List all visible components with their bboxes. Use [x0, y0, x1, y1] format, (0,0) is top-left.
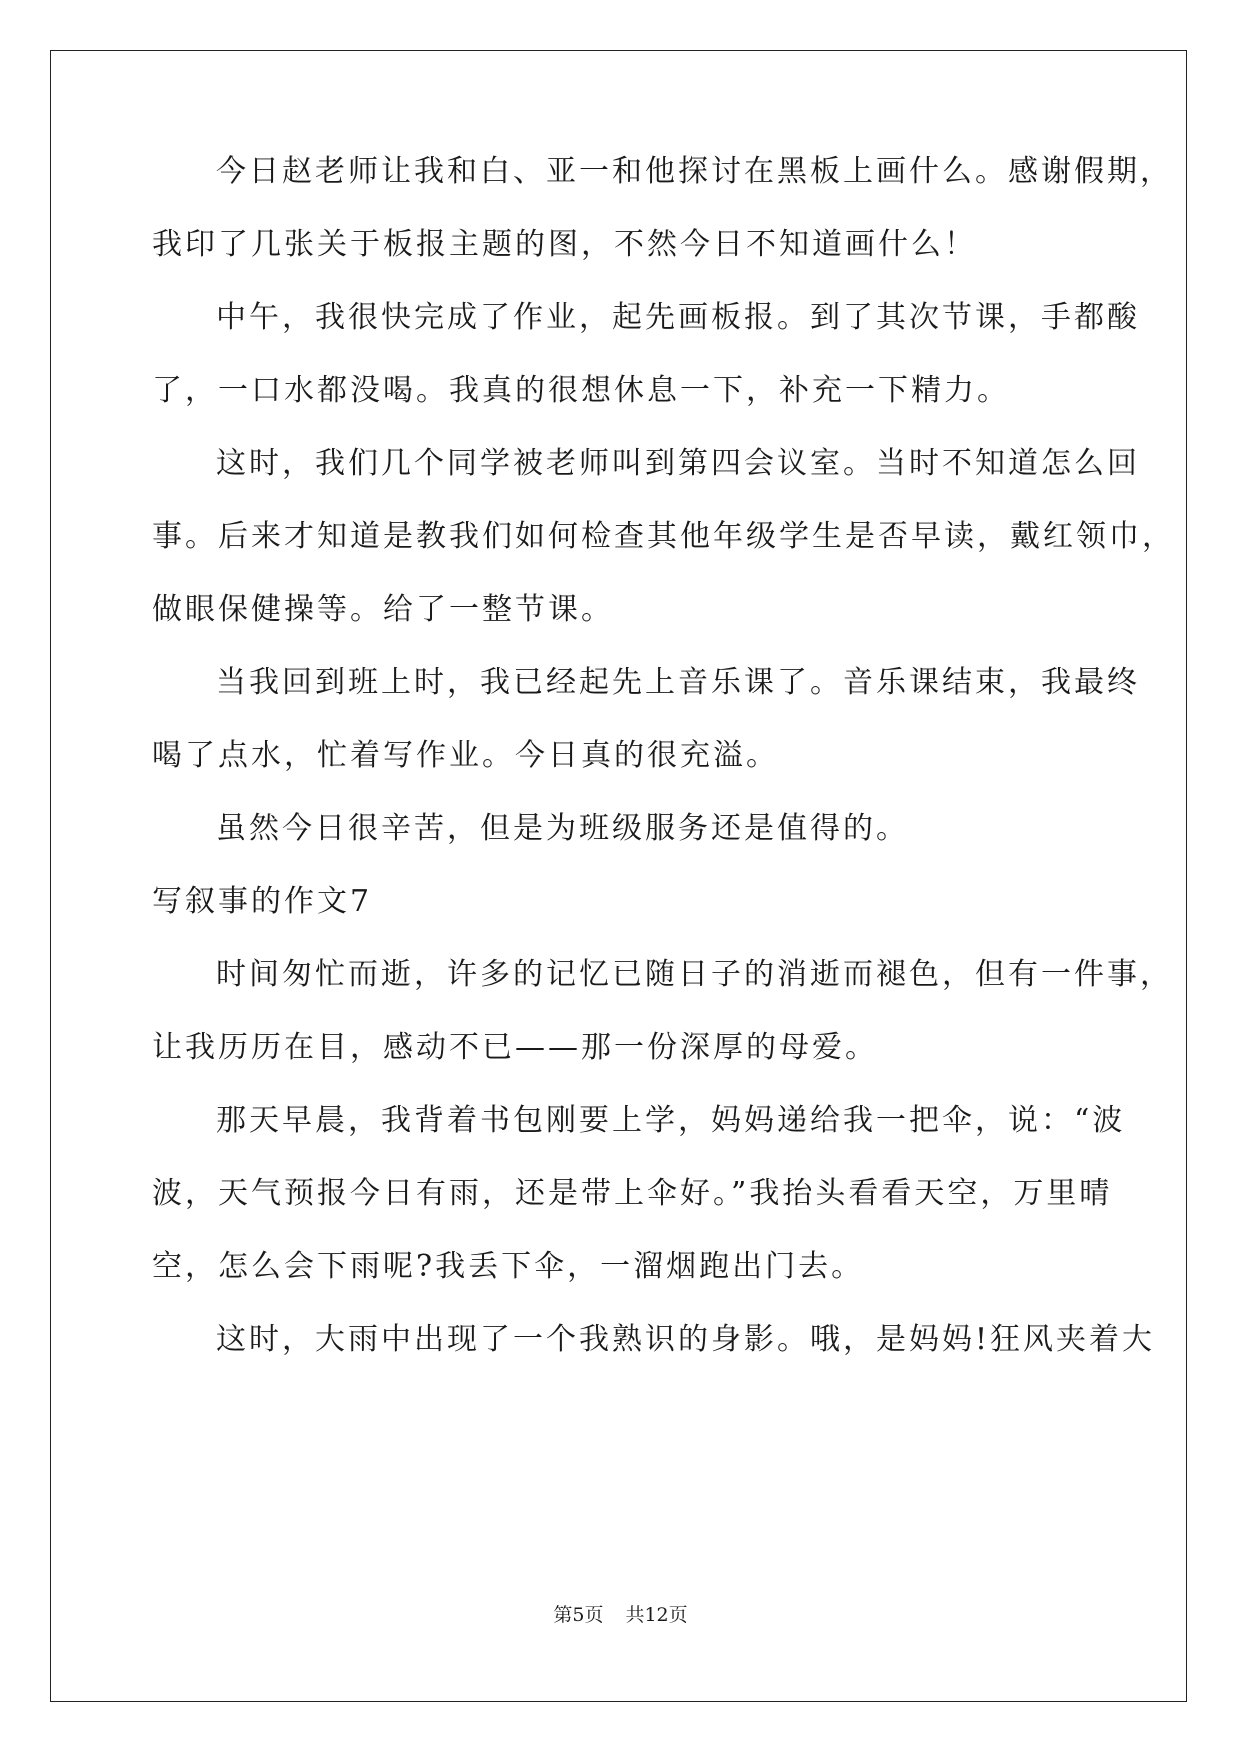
paragraph-line: 空，怎么会下雨呢?我丢下伞，一溜烟跑出门去。 — [152, 1249, 865, 1284]
paragraph-line: 那天早晨，我背着书包刚要上学，妈妈递给我一把伞，说：“波 — [216, 1103, 1126, 1138]
paragraph-line: 时间匆忙而逝，许多的记忆已随日子的消逝而褪色，但有一件事， — [216, 957, 1173, 992]
paragraph-line: 这时，我们几个同学被老师叫到第四会议室。当时不知道怎么回 — [216, 446, 1140, 481]
paragraph-line: 事。后来才知道是教我们如何检查其他年级学生是否早读，戴红领巾， — [152, 519, 1175, 554]
total-pages: 共12页 — [625, 1604, 688, 1626]
paragraph-line: 中午，我很快完成了作业，起先画板报。到了其次节课，手都酸 — [216, 300, 1140, 335]
paragraph-line: 了，一口水都没喝。我真的很想休息一下，补充一下精力。 — [152, 373, 1010, 408]
paragraph-line: 这时，大雨中出现了一个我熟识的身影。哦，是妈妈!狂风夹着大 — [216, 1322, 1156, 1357]
paragraph-line: 虽然今日很辛苦，但是为班级服务还是值得的。 — [216, 811, 909, 846]
paragraph-line: 波，天气预报今日有雨，还是带上伞好。”我抬头看看天空，万里晴 — [152, 1176, 1113, 1211]
paragraph-line: 我印了几张关于板报主题的图，不然今日不知道画什么！ — [152, 227, 977, 262]
paragraph-line: 做眼保健操等。给了一整节课。 — [152, 592, 614, 627]
paragraph-line: 喝了点水，忙着写作业。今日真的很充溢。 — [152, 738, 779, 773]
paragraph-line: 今日赵老师让我和白、亚一和他探讨在黑板上画什么。感谢假期， — [216, 154, 1173, 189]
paragraph-line: 当我回到班上时，我已经起先上音乐课了。音乐课结束，我最终 — [216, 665, 1140, 700]
page-number: 第5页 — [553, 1604, 604, 1626]
page-footer — [0, 1603, 1241, 1627]
section-heading: 写叙事的作文7 — [152, 884, 373, 919]
paragraph-line: 让我历历在目，感动不已——那一份深厚的母爱。 — [152, 1030, 878, 1065]
